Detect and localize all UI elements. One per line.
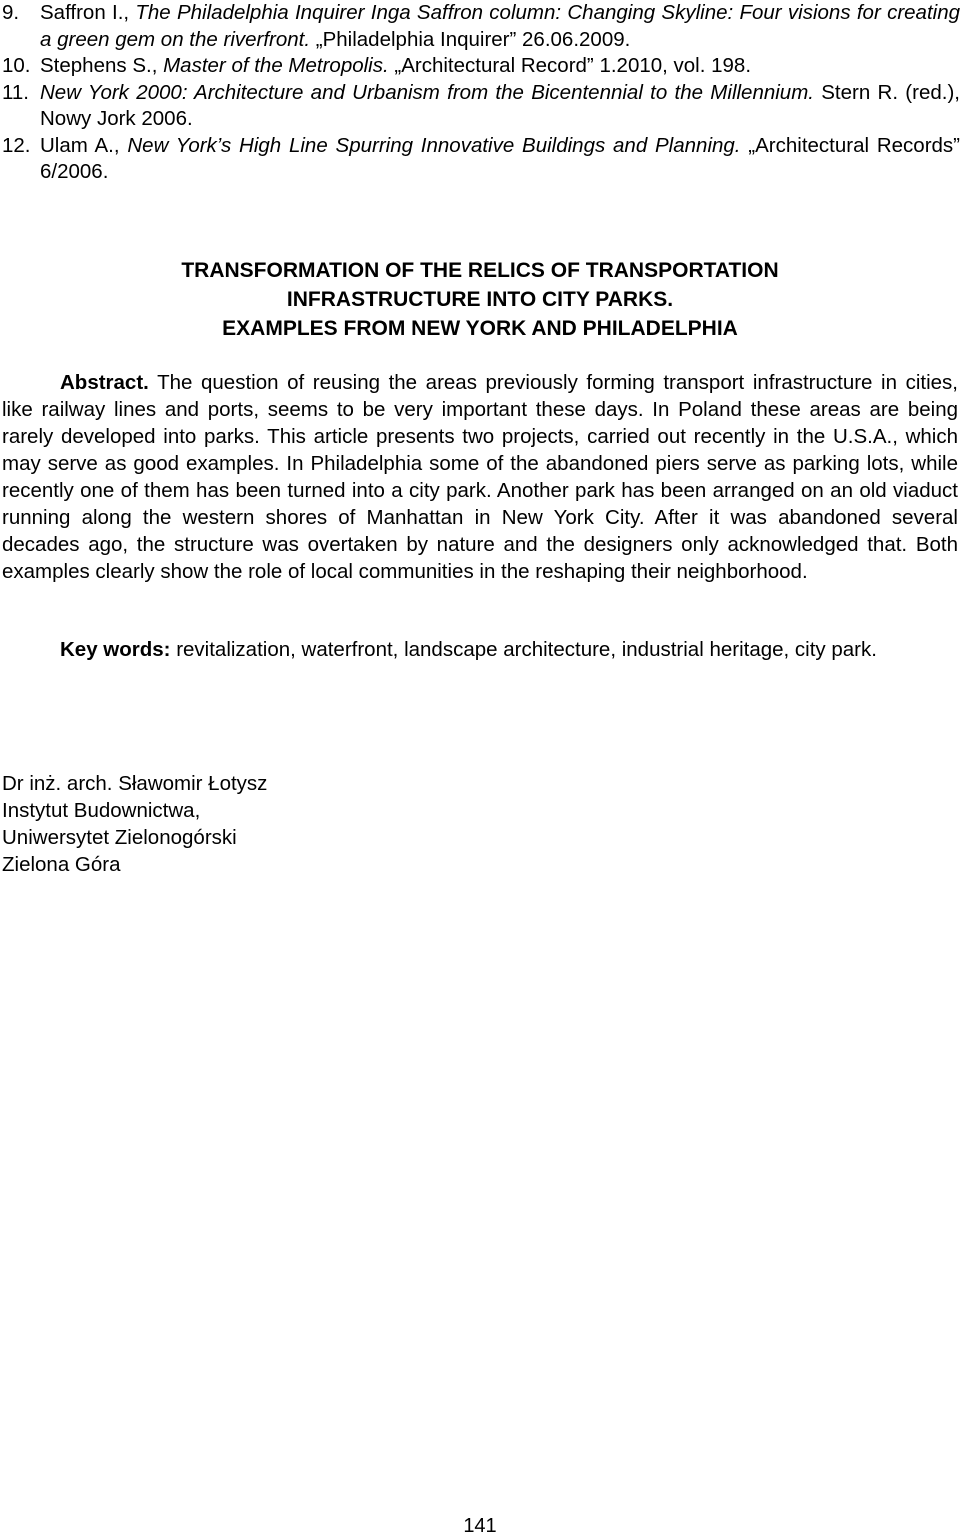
title-line: INFRASTRUCTURE INTO CITY PARKS. — [286, 288, 674, 311]
article-title — [0, 256, 960, 343]
reference-item — [0, 133, 960, 186]
reference-list — [0, 0, 960, 186]
institute: Instytut Budownictwa, — [2, 799, 201, 822]
abstract-label: Abstract. — [60, 371, 149, 394]
reference-number: 9. — [2, 1, 20, 24]
reference-number: 10. — [2, 54, 31, 77]
keywords-label: Key words: — [60, 638, 171, 661]
abstract — [2, 369, 958, 585]
abstract-text: The question of reusing the areas previously forming transport infrastructure in cities, like railway lines and ports, seems to be very important these days. In Poland these areas are being rarely developed into parks. This article presents two projects, carried out recently in the U.S.A., which may serve as good examples. In Philadelphia some of the abandoned piers serve as parking lots, while recently one of them has been turned into a city park. Another park has been arranged on an old viaduct running along the western shores of Manhattan in New York City. After it was abandoned several decades ago, the structure was overtaken by nature and the designers only acknowledged that. Both examples clearly show the role of local communities in the reshaping their neighborhood. — [2, 371, 958, 583]
keywords — [2, 636, 958, 664]
author-name: Dr inż. arch. Sławomir Łotysz — [2, 772, 268, 795]
keywords-text: revitalization, waterfront, landscape architecture, industrial heritage, city park. — [170, 638, 877, 661]
reference-text: Saffron I., The Philadelphia Inquirer Inga Saffron column: Changing Skyline: Four visions for creating a green gem on the riverfront. „Philadelphia Inquirer” 26.06.2009. — [40, 1, 960, 51]
reference-number: 11. — [2, 80, 29, 104]
page-number: 141 — [463, 1515, 497, 1537]
city: Zielona Góra — [2, 853, 121, 876]
reference-item — [0, 80, 960, 133]
reference-text: New York 2000: Architecture and Urbanism from the Bicentennial to the Millennium. Stern R. (red.), Nowy Jork 2006. — [40, 80, 960, 130]
author-affiliation — [2, 770, 267, 878]
reference-text: Stephens S., Master of the Metropolis. „Architectural Record” 1.2010, vol. 198. — [40, 54, 752, 77]
reference-item — [0, 0, 960, 53]
title-line: TRANSFORMATION OF THE RELICS OF TRANSPORTATION — [181, 259, 779, 282]
title-line: EXAMPLES FROM NEW YORK AND PHILADELPHIA — [222, 317, 738, 340]
reference-number: 12. — [2, 133, 31, 157]
reference-item — [0, 53, 960, 80]
university: Uniwersytet Zielonogórski — [2, 826, 237, 849]
reference-text: Ulam A., New York’s High Line Spurring Innovative Buildings and Planning. „Architectural Records” 6/2006. — [40, 133, 960, 183]
